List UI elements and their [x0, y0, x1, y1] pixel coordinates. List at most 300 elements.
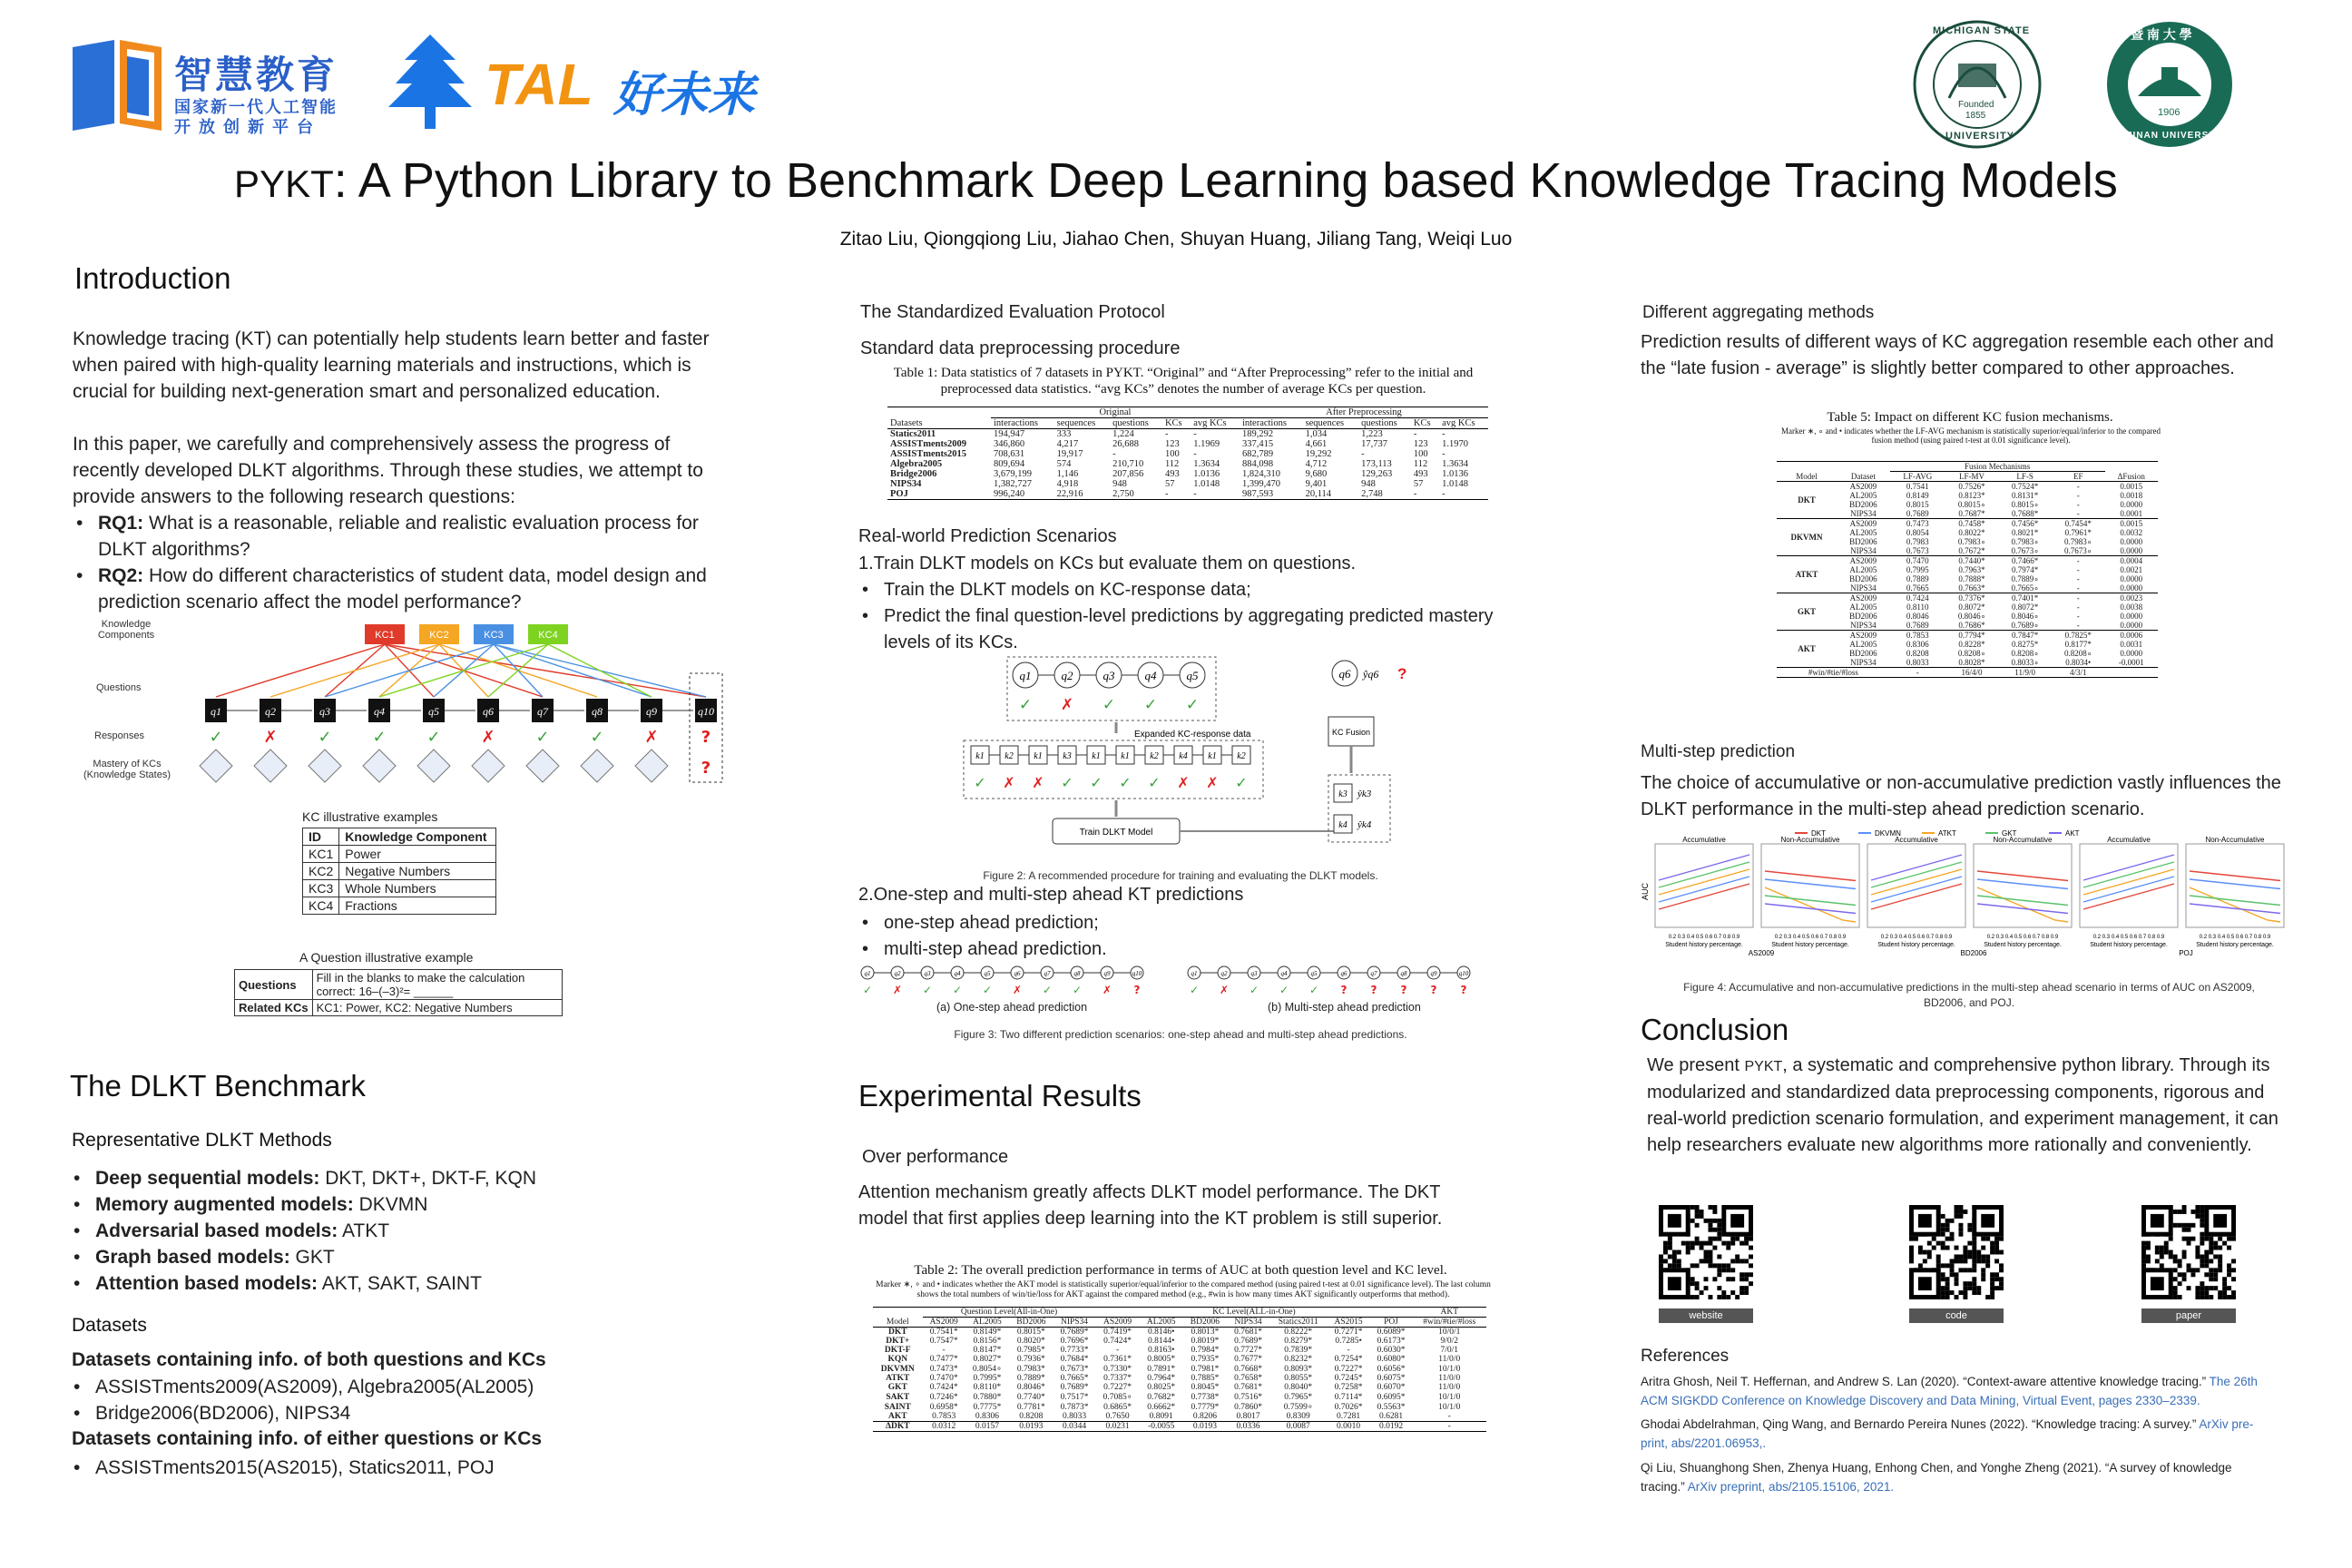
question-node-label: q9 [1103, 970, 1111, 977]
t5-cell: 0.8021* [2012, 528, 2039, 537]
t2-cell: 0.7424* [1103, 1337, 1132, 1346]
t5-cell: BD2006 [1849, 649, 1877, 658]
t5-col-header: Dataset [1850, 471, 1876, 481]
t2-cell: 0.7085∘ [1102, 1393, 1132, 1402]
fusion-heading: Different aggregating methods [1642, 303, 1875, 322]
t2-cell: 0.7775* [973, 1402, 1002, 1412]
t2-cell: 0.8015* [1016, 1328, 1045, 1337]
t5-cell: 0.7473 [1906, 519, 1929, 528]
reference-item: Qi Liu, Shuanghong Shen, Zhenya Huang, Enhong Chen, and Yonghe Zheng (2021). “A survey of knowledge tracing.” ArXiv preprint, abs/2105.15106, 2021. [1641, 1461, 2232, 1494]
kc-node-label: k1 [975, 751, 985, 761]
t5-cell: 0.7888* [1958, 574, 1985, 583]
t5-cell: AL2005 [1849, 491, 1877, 500]
t2-cell: 0.8208 [1019, 1412, 1044, 1421]
t2-cell: 0.8163• [1147, 1346, 1175, 1355]
t1-cell: 1.0136 [1193, 469, 1220, 479]
t2-cell: 0.8110* [973, 1383, 1002, 1392]
question-node-label: q2 [1061, 669, 1073, 682]
t1-dataset-name: NIPS34 [890, 479, 922, 489]
figure-2-svg [953, 655, 1443, 866]
t1-col-header: KCs [1413, 418, 1431, 428]
kc-table-cell: KC4 [303, 897, 339, 915]
response-mark: ✓ [209, 728, 223, 747]
t2-cell: 0.8232* [1284, 1355, 1313, 1364]
t5-cell: 0.7961* [2064, 528, 2092, 537]
tal-logo [385, 33, 766, 134]
kc-table-head-name: Knowledge Component [339, 828, 496, 846]
legend-label: AKT [2065, 829, 2080, 838]
t1-cell: 1,399,470 [1241, 479, 1280, 489]
t1-cell: 1,224 [1112, 429, 1134, 439]
t1-cell: 948 [1112, 479, 1127, 489]
qr-code-code[interactable] [1909, 1205, 2004, 1299]
t5-cell: 0.0004 [2120, 556, 2143, 565]
t5-cell: 0.8208∘ [2064, 649, 2092, 658]
t1-group-after: After Preprocessing [1240, 407, 1488, 418]
kc-table-head-id: ID [303, 828, 339, 846]
t5-cell: 0.7424 [1906, 593, 1929, 603]
question-node-label: q7 [1044, 970, 1051, 977]
response-mark: ✗ [263, 728, 278, 747]
mastery-diagram [581, 750, 613, 782]
kc-response-mark: ✓ [1090, 774, 1102, 791]
t5-cell: 0.8033∘ [2011, 658, 2039, 667]
t2-model-name: SAKT [886, 1392, 910, 1402]
t2-cell: 0.7227* [1334, 1364, 1363, 1374]
kc-node-label: k3 [1063, 751, 1072, 761]
t2-cell: 0.7935* [1191, 1355, 1220, 1364]
t2-cell: 0.7733* [1060, 1346, 1089, 1355]
t1-cell: 1,824,310 [1241, 469, 1280, 479]
kc-table-cell: Whole Numbers [339, 880, 496, 897]
q-table-title: A Question illustrative example [299, 950, 474, 965]
t2-cell: 0.7885* [1191, 1374, 1220, 1383]
t1-cell: 4,918 [1056, 479, 1079, 489]
fusion-text: Prediction results of different ways of KC aggregation resemble each other and the “late fusion - average” is slightly better compared to other approaches. [1641, 332, 2274, 378]
over-heading: Over performance [862, 1147, 1009, 1167]
t1-cell: 112 [1164, 459, 1180, 469]
t5-col-header: LF-MV [1959, 472, 1985, 481]
t1-cell: 3,679,199 [994, 469, 1032, 479]
t2-cell: 0.7839* [1284, 1346, 1313, 1355]
t1-cell: - [1442, 449, 1446, 459]
t5-cell: 0.8028* [1958, 658, 1985, 667]
t1-cell: 1.0136 [1442, 469, 1469, 479]
mastery-diagram [526, 750, 559, 782]
t2-group-kc: KC Level(ALL-in-One) [1095, 1308, 1412, 1318]
both-list [70, 1374, 534, 1426]
t1-cell: 22,916 [1056, 489, 1083, 499]
method-item: • Attention based models: AKT, SAKT, SAINT [95, 1270, 730, 1297]
kc-table-cell: KC1 [303, 846, 339, 863]
t5-cell: - [2076, 482, 2080, 491]
t5-cell: 0.8072* [2012, 603, 2039, 612]
response-mark: ✓ [318, 728, 332, 747]
t1-body [887, 429, 1488, 500]
t2-cell: 0.7853 [932, 1412, 956, 1421]
question-node-label: q3 [1250, 970, 1258, 977]
t2-cell: 0.7361* [1103, 1355, 1132, 1364]
table-row [887, 479, 1488, 489]
preproc-heading: Standard data preprocessing procedure [860, 338, 1181, 358]
t1-cell: - [1112, 449, 1116, 459]
t1-col-header: interactions [994, 418, 1038, 428]
t5-cell: NIPS34 [1850, 658, 1877, 667]
rw-item: • Predict the final question-level predictions by aggregating predicted mastery levels of its KCs. [884, 603, 1501, 656]
t1-dataset-name: Statics2011 [890, 429, 936, 439]
fig3-caption: Figure 3: Two different prediction scenarios: one-step ahead and multi-step ahead predictions. [954, 1028, 1407, 1041]
t1-dataset-name: Algebra2005 [890, 459, 943, 469]
book-logo-icon [73, 38, 163, 132]
t1-cell: 1.0148 [1442, 479, 1469, 489]
response-mark: ✓ [952, 984, 963, 996]
t5-cell: 0.7663* [1958, 583, 1985, 593]
fig4-panel-title: Accumulative [1895, 836, 1938, 844]
jnu-text-top: 暨 南 大 學 [2131, 27, 2192, 42]
question-node-label: q5 [1186, 669, 1199, 682]
t5-last-cell [2105, 668, 2158, 678]
fig4-panel-title: Non-Accumulative [1780, 836, 1840, 844]
jnu-seal [2105, 20, 2234, 149]
t5-cell: 0.7794* [1958, 631, 1985, 640]
rw-item: • Train the DLKT models on KC-response data; [884, 577, 1501, 603]
t2-cell: 11/0/0 [1438, 1374, 1461, 1383]
t5-cell: 0.8015 [1906, 500, 1929, 509]
t2-delta-cell: 0.0010 [1337, 1422, 1361, 1431]
t2-cell: 0.8033 [1062, 1412, 1087, 1421]
t2-cell: 0.7477* [929, 1355, 958, 1364]
t2-cell: 0.7516* [1234, 1392, 1262, 1402]
t2-cell: 0.7681* [1234, 1383, 1262, 1392]
fig4-panel [2080, 844, 2178, 927]
table-row [873, 1337, 1486, 1346]
over-text: Attention mechanism greatly affects DLKT model performance. The DKT model that first applies deep learning into the KT problem is still superior. [858, 1182, 1443, 1229]
t5-cell: 0.7983∘ [2011, 537, 2039, 546]
jnu-year: 1906 [2158, 107, 2180, 118]
t2-model-name: KQN [887, 1355, 908, 1364]
t5-cell: 0.7853 [1906, 631, 1929, 640]
t2-cell: 0.8040* [1284, 1383, 1313, 1392]
t5-col-header: Model [1796, 471, 1818, 481]
t5-cell: 0.0000 [2120, 546, 2143, 555]
logo-cn-title: 智慧教育 [174, 54, 338, 96]
t1-cell: 1,034 [1305, 429, 1328, 439]
t2-cell: 11/0/0 [1438, 1355, 1461, 1364]
t2-cell: 0.7246* [929, 1392, 958, 1402]
expanded-label: Expanded KC-response data [1134, 730, 1251, 740]
t2-delta-label: ΔDKT [886, 1422, 910, 1431]
t2-cell: 0.8149* [973, 1328, 1002, 1337]
t5-col-header: LF-S [2016, 472, 2034, 481]
protocol-heading: The Standardized Evaluation Protocol [860, 302, 1165, 322]
rw-list [858, 577, 1501, 656]
t1-cell: 100 [1164, 449, 1180, 459]
t2-cell: 0.7337* [1103, 1374, 1132, 1383]
t2-delta-cell: 0.0312 [932, 1422, 956, 1431]
t5-cell: 0.7665 [1906, 583, 1929, 593]
t5-cell: 0.7524* [2012, 482, 2039, 491]
kc-question-link [548, 644, 652, 697]
tal-cn: 好未来 [613, 69, 756, 122]
t2-cell: 0.7258* [1334, 1383, 1363, 1392]
t5-col-header: EF [2073, 472, 2083, 481]
t2-cell: 0.7673* [1060, 1364, 1089, 1374]
t2-cell: 0.8017 [1236, 1412, 1260, 1421]
t1-cell: 682,789 [1241, 449, 1274, 459]
fig1-r-label: Responses [94, 730, 145, 741]
kc-node-label: k3 [1338, 789, 1348, 799]
t2-cell: 10/1/0 [1438, 1364, 1461, 1374]
t5-cell: 0.8046∘ [1957, 612, 1986, 621]
t5-cell: 0.0018 [2120, 491, 2143, 500]
t1-header-row [887, 418, 1488, 429]
kc-node-label: k1 [1034, 751, 1043, 761]
t2-cell: 0.7873* [1060, 1402, 1089, 1412]
t1-cell: 9,680 [1305, 469, 1328, 479]
references-heading: References [1641, 1347, 1730, 1366]
t1-dataset-name: ASSISTments2009 [890, 439, 967, 449]
t1-col-header: questions [1361, 418, 1397, 428]
t2-cell: 0.7936* [1016, 1355, 1045, 1364]
t1-cell: 112 [1413, 459, 1428, 469]
t2-group-akt: AKT [1412, 1308, 1486, 1318]
t5-cell: 0.0000 [2120, 612, 2143, 621]
question-label: q1 [211, 705, 221, 718]
response-mark: ✓ [372, 728, 387, 747]
mastery-diagram [472, 750, 505, 782]
t5-cell: 0.7672* [1958, 546, 1985, 555]
t2-cell: 9/0/2 [1440, 1337, 1458, 1346]
t5-cell: 0.7454* [2064, 519, 2092, 528]
methods-heading: Representative DLKT Methods [72, 1130, 332, 1151]
t2-delta-cell: 0.0193 [1019, 1422, 1044, 1431]
q-table-q-label: Questions [235, 970, 313, 1000]
t5-cell: 0.8015∘ [1957, 500, 1986, 509]
t1-cell: 189,292 [1241, 429, 1274, 439]
question-node-label: q1 [1019, 669, 1032, 682]
t2-delta-cell: 0.0231 [1105, 1422, 1130, 1431]
t5-cell: - [2076, 583, 2080, 593]
both-heading: Datasets containing info. of both questions and KCs [72, 1349, 546, 1370]
t2-col-header: POJ [1384, 1318, 1398, 1327]
fig4-panel [2186, 844, 2284, 927]
t2-model-name: DKVMN [880, 1364, 915, 1374]
t2-cell: 0.8054∘ [972, 1365, 1002, 1374]
response-mark: ? [1430, 984, 1437, 996]
t5-cell: 0.7983∘ [1957, 537, 1986, 546]
t2-cell: 0.6080* [1377, 1355, 1406, 1364]
fig2-caption: Figure 2: A recommended procedure for training and evaluating the DLKT models. [983, 869, 1378, 882]
t1-cell: - [1413, 429, 1417, 439]
t5-cell: 0.0006 [2120, 631, 2143, 640]
fig4-xticks: 0.2 0.3 0.4 0.5 0.6 0.7 0.8 0.9 [1986, 935, 2059, 940]
table-row [887, 429, 1488, 440]
t2-cell: 0.7689* [1234, 1337, 1262, 1346]
t5-cell: AS2009 [1849, 482, 1877, 491]
qr-pattern-icon [1909, 1205, 2004, 1299]
tal-tree-icon [385, 33, 475, 131]
kc-response-mark: ✗ [1003, 774, 1015, 791]
t5-body [1777, 482, 2158, 668]
t2-cell: 0.7696* [1060, 1337, 1089, 1346]
question-node-label: q5 [1310, 970, 1318, 977]
t2-cell: 0.8013* [1191, 1328, 1220, 1337]
t1-cell: 19,292 [1305, 449, 1332, 459]
t5-cell: 0.8054 [1906, 528, 1929, 537]
t1-cell: 19,917 [1056, 449, 1083, 459]
kc-table-cell: KC3 [303, 880, 339, 897]
t1-cell: - [1193, 449, 1197, 459]
t5-cell: NIPS34 [1850, 509, 1877, 518]
kc-box-label: KC1 [375, 630, 395, 641]
kc-node-label: k4 [1179, 751, 1188, 761]
qr-label-code: code [1909, 1308, 2004, 1323]
t2-delta-cell: 0.0157 [975, 1422, 999, 1431]
response-mark: ? [1340, 984, 1348, 996]
t1-cell: 1.3634 [1193, 459, 1220, 469]
t2-group-question: Question Level(All-in-One) [923, 1308, 1096, 1318]
t5-cell: 0.7974* [2012, 565, 2039, 574]
t5-cell: 0.7689∘ [2011, 621, 2039, 630]
t2-cell: 0.8091 [1149, 1412, 1173, 1421]
t1-cell: 2,748 [1361, 489, 1383, 499]
intro-p1: Knowledge tracing (KT) can potentially help students learn better and faster when paired with high-quality learning materials and instructions, which is crucial for building next-generation smart and personalized education. [73, 328, 710, 402]
methods-list [70, 1165, 730, 1297]
t5-cell: 0.8033 [1906, 658, 1929, 667]
t1-cell: 129,263 [1361, 469, 1393, 479]
table-row [1777, 631, 2158, 641]
question-node-label: q6 [1014, 970, 1021, 977]
t2-cell: 0.7254* [1334, 1355, 1363, 1364]
t2-col-header: NIPS34 [1234, 1318, 1262, 1327]
step2-list [858, 910, 1107, 963]
t2-col-header: AS2015 [1334, 1318, 1363, 1327]
intro-heading: Introduction [74, 261, 231, 295]
kc-prediction-label: ŷk3 [1357, 789, 1372, 799]
fig1-m-label: Mastery of KCs (Knowledge States) [83, 759, 171, 780]
msu-text-top: MICHIGAN STATE [1933, 25, 2031, 36]
question-node-label: q5 [984, 970, 991, 977]
msu-seal [1913, 20, 2042, 149]
fig4-panel-title: Accumulative [1682, 836, 1726, 844]
t2-cell: 0.7727* [1234, 1346, 1262, 1355]
question-label: q2 [265, 705, 276, 718]
t5-cell: NIPS34 [1850, 621, 1877, 630]
t2-cell: 0.8019* [1191, 1337, 1220, 1346]
t5-model-name: ATKT [1795, 570, 1818, 579]
response-mark: ✓ [982, 984, 993, 996]
t5-cell: NIPS34 [1850, 583, 1877, 593]
t2-cell: 0.7889* [1016, 1374, 1045, 1383]
t2-cell: 0.6030* [1377, 1346, 1406, 1355]
t2-cell: 0.5563* [1377, 1402, 1406, 1412]
t1-cell: - [1164, 489, 1169, 499]
question-node-label: q4 [954, 970, 961, 977]
qr-label-website: website [1659, 1308, 1753, 1323]
t2-cell: 0.7285• [1335, 1337, 1362, 1346]
step2-heading: 2.One-step and multi-step ahead KT predictions [858, 885, 1244, 905]
kc-table [302, 828, 496, 915]
t2-cell: 0.7985* [1016, 1346, 1045, 1355]
table-row [1777, 556, 2158, 566]
either-heading: Datasets containing info. of either questions or KCs [72, 1428, 543, 1449]
t2-model-name: GKT [887, 1383, 907, 1392]
t2-cell: 0.7271* [1334, 1328, 1363, 1337]
t1-col-header: KCs [1164, 418, 1182, 428]
question-label: q5 [428, 705, 439, 718]
t2-cell: 0.8309 [1286, 1412, 1310, 1421]
t1-col-header: sequences [1305, 418, 1345, 428]
table-row [887, 439, 1488, 449]
t1-group-original: Original [991, 407, 1240, 418]
question-label: q9 [646, 705, 657, 718]
response-mark: ✓ [1279, 984, 1289, 996]
t2-cell: 0.7665* [1060, 1374, 1089, 1383]
t5-cell: AS2009 [1849, 593, 1877, 603]
t5-cell: - [2076, 574, 2080, 583]
t5-cell: 0.7689 [1906, 509, 1929, 518]
t5-cell: 0.8034• [2065, 658, 2092, 667]
t1-cell: 4,661 [1305, 439, 1328, 449]
figure-3-svg [858, 965, 1503, 1029]
q-table-k-text: KC1: Power, KC2: Negative Numbers [312, 1000, 562, 1016]
t2-col-header: #win/#tie/#loss [1423, 1318, 1476, 1327]
t2-model-name: DKT [887, 1328, 907, 1337]
reference-link[interactable]: The 26th ACM SIGKDD Conference on Knowledge Discovery and Data Mining, Virtual Event, pages 2330–2339. [1641, 1375, 2258, 1407]
t5-cell: 0.8208 [1906, 649, 1929, 658]
t1-cell: 1.1970 [1442, 439, 1469, 449]
fig4-xlabel: Student history percentage. [1771, 942, 1849, 948]
msu-year: 1855 [1965, 111, 1986, 121]
t5-cell: 0.7665∘ [2011, 583, 2039, 593]
t1-cell: 20,114 [1305, 489, 1332, 499]
q-table-k-label: Related KCs [235, 1000, 313, 1016]
response-mark: ? [1133, 984, 1141, 996]
t5-cell: 0.8046∘ [2011, 612, 2039, 621]
qr-code-paper[interactable] [2141, 1205, 2236, 1299]
t2-col-header: AS2009 [1103, 1318, 1132, 1327]
t5-cell: - [2076, 603, 2080, 612]
t1-cell: 1,382,727 [994, 479, 1032, 489]
dataset-item: • ASSISTments2015(AS2015), Statics2011, POJ [95, 1455, 495, 1481]
response-mark: ✗ [892, 984, 903, 996]
fig3a-label: (a) One-step ahead prediction [936, 1001, 1088, 1014]
t2-cell: 0.8279* [1284, 1337, 1313, 1346]
fig4-panel-title: Non-Accumulative [2205, 836, 2265, 844]
reference-link[interactable]: ArXiv pre-print, abs/2201.06953,. [1641, 1417, 2254, 1450]
t5-cell: 0.7983 [1906, 537, 1929, 546]
t5-cell: 0.7686* [1958, 621, 1985, 630]
method-item: • Graph based models: GKT [95, 1244, 730, 1270]
reference-link[interactable]: ArXiv preprint, abs/2105.15106, 2021. [1687, 1480, 1895, 1494]
t1-cell: 574 [1056, 459, 1072, 469]
t2-cell: 0.7684* [1060, 1355, 1089, 1364]
t5-cell: 0.7526* [1958, 482, 1985, 491]
t5-col-header: LF-AVG [1903, 472, 1933, 481]
question-node-label: q8 [1073, 970, 1081, 977]
t1-col-header: Datasets [890, 417, 923, 428]
fig4-xticks: 0.2 0.3 0.4 0.5 0.6 0.7 0.8 0.9 [2092, 935, 2165, 940]
kc-response-mark: ✓ [1119, 774, 1132, 791]
qr-code-website[interactable] [1659, 1205, 1753, 1299]
question-node-label: q4 [1144, 669, 1157, 682]
kc-table-title: KC illustrative examples [302, 809, 438, 824]
t2-cell: - [1347, 1346, 1350, 1355]
kc-box-label: KC3 [484, 630, 504, 641]
t2-delta-row [873, 1422, 1486, 1432]
qr-label-paper: paper [2141, 1308, 2236, 1323]
t5-cell: 0.0000 [2120, 500, 2143, 509]
